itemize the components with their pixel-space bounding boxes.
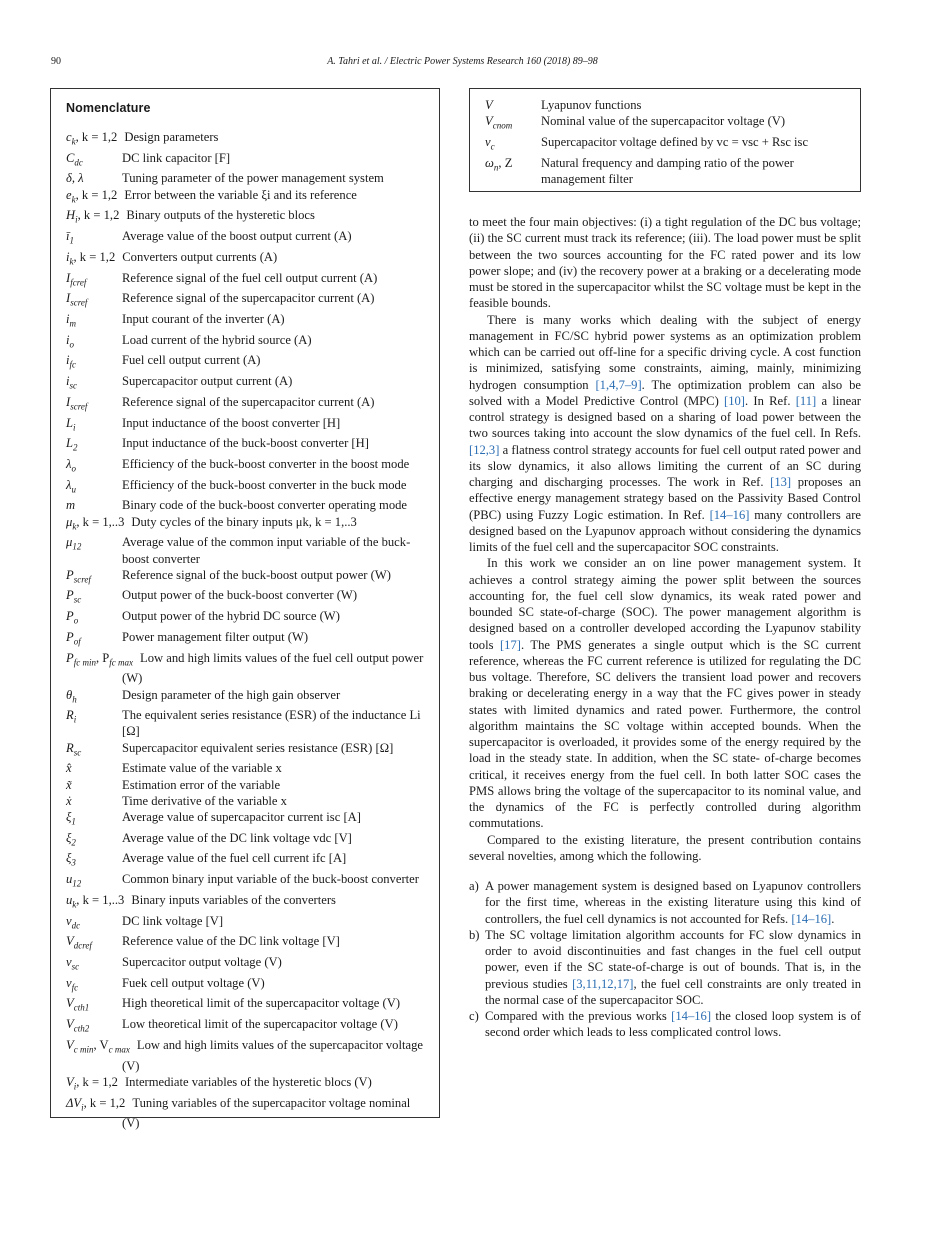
nomenclature-definition: Common binary input variable of the buck-boost converter <box>122 872 419 887</box>
nomenclature-entry <box>66 740 425 761</box>
paragraph-text: . The PMS generates a single output which is the SC current reference, whereas the FC current reference is utilized for regulating the DC bus voltage. Therefore, SC delivers the transient load power and recovers braking or decelerating energy in a way that the FC gives power in steady states with limited dynamics and rated power. Furthermore, the control algorithm maintains the SC voltage within accepted bounds. When the supercapacitor is overloaded, it provides some of the energy required by the load in the steady state. In addition, when the SC state- of-charge becomes critical, it receives energy from the fuel cell. In both latter SOC cases the PMS allows bring the voltage of the supercapacitor to its nominal value, and the dynamics of the FC is perfectly controlled during algorithm commutations. <box>469 637 861 831</box>
nomenclature-definition: Reference value of the DC link voltage [V] <box>122 934 340 949</box>
citation-link[interactable]: [17] <box>499 637 521 652</box>
nomenclature-definition: Low and high limits values of the supercapacitor voltage (V) <box>122 1037 423 1073</box>
nomenclature-symbol: m <box>66 498 76 513</box>
nomenclature-entry <box>66 332 425 353</box>
citation-link[interactable]: [14–16] <box>791 911 832 926</box>
running-title: A. Tahri et al. / Electric Power Systems Research 160 (2018) 89–98 <box>327 56 598 67</box>
nomenclature-definition: Tuning parameter of the power management system <box>122 171 384 186</box>
nomenclature-symbol: $V_{cnom}$ <box>485 114 513 131</box>
nomenclature-entry <box>66 249 425 270</box>
nomenclature-symbol: $R_i$ <box>66 708 77 725</box>
list-item-text: The SC voltage limitation algorithm accounts for FC slow dynamics in order to avoid discontinuities and fast changes in the fuel cell output power, even if the SC state-of-charge is out of bounds. That is, in the previous studies [3,11,12,17], the fuel cell constraints are only treated in the normal case of the supercapacitor SOC. <box>485 927 861 1007</box>
nomenclature-definition: Reference signal of the supercapacitor current (A) <box>122 394 375 409</box>
nomenclature-symbol: ẋ <box>66 793 72 808</box>
citation-link[interactable]: [1,4,7–9] <box>595 377 642 392</box>
nomenclature-symbol: $P_{fc min}$, $P_{fc max}$ <box>66 650 134 668</box>
nomenclature-entry <box>66 435 425 456</box>
nomenclature-entry <box>66 933 425 954</box>
nomenclature-definition: Average value of the boost output current (A) <box>122 229 352 244</box>
citation-link[interactable]: [13] <box>770 475 792 489</box>
nomenclature-definition: Fuel cell output current (A) <box>122 353 261 368</box>
nomenclature-symbol: $V_{cth2}$ <box>66 1017 90 1034</box>
nomenclature-definition: Reference signal of the buck-boost output power (W) <box>122 567 391 582</box>
nomenclature-symbol: $\xi_2$ <box>66 830 76 848</box>
nomenclature-entry <box>66 394 425 415</box>
nomenclature-symbol: $\xi_1$ <box>66 810 76 827</box>
nomenclature-entry <box>66 311 425 332</box>
nomenclature-entry <box>485 155 850 187</box>
nomenclature-definition: Power management filter output (W) <box>122 629 309 644</box>
paragraph-text: to meet the four main objectives: (i) a tight regulation of the DC bus voltage; (ii) the SC current must track its reference; (iii). The load power must be split between the two sources accounting for the FC rated power and its low power slope; and (iv) the recovery power at a braking or a decelerating mode must be stored in the supercapacitor whilst the SC voltage must be kept in the feasible bounds. <box>469 215 861 311</box>
nomenclature-symbol: $P_{sc}$ <box>66 588 82 605</box>
nomenclature-entry <box>66 290 425 311</box>
nomenclature-definition: Load current of the hybrid source (A) <box>122 332 312 347</box>
nomenclature-box <box>50 88 440 1131</box>
nomenclature-definition: Time derivative of the variable x <box>122 793 287 808</box>
nomenclature-definition: The equivalent series resistance (ESR) of the inductance Li [Ω] <box>122 708 421 739</box>
nomenclature-symbol: $C_{dc}$ <box>66 150 83 168</box>
nomenclature-definition: Input inductance of the buck-boost converter [H] <box>122 436 369 451</box>
nomenclature-definition: Reference signal of the fuel cell output current (A) <box>122 270 378 285</box>
novelty-list <box>469 878 861 1041</box>
nomenclature-heading: Nomenclature <box>66 101 151 115</box>
nomenclature-symbol: $v_{dc}$ <box>66 913 81 931</box>
list-item-label: b) <box>469 927 480 942</box>
paragraph <box>469 555 861 831</box>
nomenclature-entry <box>66 270 425 291</box>
nomenclature-definition: Average value of supercapacitor current isc [A] <box>122 810 361 824</box>
paragraph-text: proposes an effective energy management strategy based on the Passivity Based Control (PBC) using Fuzzy Logic estimation. In Ref. <box>469 475 861 522</box>
nomenclature-symbol: $u_k$, k = 1,..3 <box>66 892 125 910</box>
list-item-text: A power management system is designed based on Lyapunov controllers for the first time, whereas in the existing literature using this kind of controllers, the fuel cell dynamics is not accounted for Refs. [14–16]. <box>485 879 861 926</box>
nomenclature-entry <box>485 97 850 113</box>
nomenclature-symbol: $P_{scref}$ <box>66 567 91 585</box>
list-item <box>469 878 861 927</box>
nomenclature-definition: Binary inputs variables of the converters <box>131 892 336 907</box>
nomenclature-symbol: $i_k$, k = 1,2 <box>66 249 116 267</box>
nomenclature-definition: Average value of the fuel cell current ifc [A] <box>122 851 347 866</box>
nomenclature-definition: Input courant of the inverter (A) <box>122 311 285 326</box>
nomenclature-symbol: $i_{fc}$ <box>66 353 76 370</box>
nomenclature-definition: Average value of the DC link voltage vdc [V] <box>122 830 352 845</box>
nomenclature-entry <box>66 830 425 851</box>
nomenclature-definition: Efficiency of the buck-boost converter in the buck mode <box>122 477 407 492</box>
page-number: 90 <box>51 56 61 67</box>
nomenclature-symbol: $R_{sc}$ <box>66 740 82 758</box>
paragraph-text: There is many works which dealing with the subject of energy management in FC/SC hybrid power systems as an optimization problem which can be carried out off-line for a specific driving cycle. A cost function is minimized, satisfying some constraints, aiming, mainly, minimizing hydrogen consumption <box>469 312 861 392</box>
nomenclature-entry <box>66 150 425 171</box>
nomenclature-symbol: $I_{fcref}$ <box>66 270 87 288</box>
nomenclature-definition: Supercacitor output voltage (V) <box>122 955 282 970</box>
nomenclature-definition: Natural frequency and damping ratio of the power management filter <box>541 155 794 186</box>
nomenclature-entry <box>66 415 425 436</box>
nomenclature-symbol: $\lambda_o$ <box>66 456 76 474</box>
nomenclature-entry <box>66 913 425 934</box>
nomenclature-definition: Low theoretical limit of the supercapacitor voltage (V) <box>122 1017 398 1032</box>
nomenclature-symbol: $\mu_k$, k = 1,..3 <box>66 514 125 532</box>
nomenclature-definition: Binary code of the buck-boost converter operating mode <box>122 498 408 513</box>
nomenclature-definition: Tuning variables of the supercapacitor voltage nominal (V) <box>122 1095 411 1131</box>
nomenclature-symbol: $V_i$, k = 1,2 <box>66 1074 118 1092</box>
nomenclature-symbol: $V_{c min}$, $V_{c max}$ <box>66 1037 130 1055</box>
nomenclature-symbol: $P_o$ <box>66 609 79 626</box>
nomenclature-definition: Estimation error of the variable <box>122 777 281 792</box>
nomenclature-symbol: x̂ <box>66 761 72 776</box>
nomenclature-entry <box>66 477 425 498</box>
citation-link[interactable]: [14–16] <box>709 507 750 522</box>
nomenclature-entry <box>66 871 425 892</box>
nomenclature-continued-list <box>485 97 850 187</box>
paragraph <box>469 832 861 865</box>
nomenclature-entry <box>66 1074 425 1095</box>
nomenclature-entry <box>66 650 425 687</box>
nomenclature-entry <box>66 629 425 650</box>
list-item-text: Compared with the previous works [14–16] the closed loop system is of second order which leads to less complicated control lows. <box>485 1009 861 1040</box>
nomenclature-entry <box>66 1095 425 1132</box>
nomenclature-symbol: $v_{sc}$ <box>66 955 80 972</box>
nomenclature-definition: Estimate value of the variable x <box>122 761 282 776</box>
nomenclature-entry <box>66 975 425 996</box>
nomenclature-definition: Average value of the common input variable of the buck-boost converter <box>122 535 411 566</box>
nomenclature-entry <box>66 793 425 809</box>
nomenclature-definition: Reference signal of the supercapacitor current (A) <box>122 291 375 306</box>
nomenclature-entry <box>66 129 425 150</box>
nomenclature-entry <box>66 534 425 566</box>
paragraph <box>469 312 861 556</box>
nomenclature-definition: Error between the variable ξi and its reference <box>124 187 357 202</box>
paragraph-text: In this work we consider an on line power management system. It achieves a control strategy aiming the power split between the sources accounting for, the fuel cell slow dynamics, its weak rated power and bounded SC state-of-charge (SOC). The power management algorithm is designed based on a controller developed according the Lyapunov stability tools <box>469 556 861 652</box>
nomenclature-symbol: $H_i$, k = 1,2 <box>66 208 120 225</box>
nomenclature-continued-box <box>469 88 861 192</box>
citation-link[interactable]: [14–16] <box>671 1009 712 1023</box>
nomenclature-entry <box>66 373 425 394</box>
citation-link[interactable]: [12,3] <box>469 442 500 457</box>
paragraph-text: a linear control strategy is designed based on a sharing of load power between the two sources taking into account the slow dynamics of the fuel cell. In Refs. <box>469 393 861 441</box>
nomenclature-definition: Input inductance of the boost converter [H] <box>122 415 341 430</box>
nomenclature-symbol: $I_{scref}$ <box>66 291 88 308</box>
citation-link[interactable]: [3,11,12,17] <box>572 976 634 991</box>
nomenclature-symbol: $V_{dcref}$ <box>66 934 92 951</box>
paragraph-text: many controllers are designed based on the Lyapunov approach without considering the dynamics limits of the fuel cell and the supercapacitor SOC constraints. <box>469 507 861 554</box>
nomenclature-symbol: $v_c$ <box>485 134 495 152</box>
nomenclature-symbol: $\lambda_u$ <box>66 477 76 495</box>
nomenclature-definition: DC link voltage [V] <box>122 913 224 928</box>
nomenclature-definition: Binary outputs of the hysteretic blocs <box>126 208 315 223</box>
paragraph-text: a flatness control strategy accounts for fuel cell output rated power and its slow dynamics, it also allows limiting the current of an SC during charging and discharging processes. The work in Ref. <box>469 442 861 489</box>
nomenclature-definition: Output power of the hybrid DC source (W) <box>122 609 340 624</box>
nomenclature-definition: Converters output currents (A) <box>122 249 278 264</box>
nomenclature-entry <box>66 567 425 588</box>
nomenclature-symbol: $i_{sc}$ <box>66 374 77 391</box>
citation-link[interactable]: [11] <box>795 393 817 408</box>
nomenclature-symbol: $i_m$ <box>66 311 76 329</box>
nomenclature-entry <box>66 456 425 477</box>
nomenclature-entry <box>66 850 425 871</box>
nomenclature-symbol: $\mu_{12}$ <box>66 535 82 552</box>
nomenclature-symbol: $ī_1$ <box>66 229 74 246</box>
list-item-label: c) <box>469 1009 479 1023</box>
nomenclature-definition: Supercapacitor output current (A) <box>122 374 293 389</box>
nomenclature-symbol: $I_{scref}$ <box>66 394 88 412</box>
nomenclature-entry <box>66 170 425 186</box>
nomenclature-symbol: $e_k$, k = 1,2 <box>66 187 118 205</box>
nomenclature-entry <box>66 760 425 776</box>
nomenclature-entry <box>66 497 425 513</box>
nomenclature-symbol: $V_{cth1}$ <box>66 996 90 1013</box>
nomenclature-symbol: V <box>485 98 493 112</box>
nomenclature-symbol: $P_{of}$ <box>66 629 81 647</box>
nomenclature-entry <box>66 687 425 708</box>
nomenclature-entry <box>485 134 850 155</box>
nomenclature-definition: Fuek cell output voltage (V) <box>122 975 265 990</box>
nomenclature-symbol: $\xi_3$ <box>66 851 76 868</box>
nomenclature-symbol: $\omega_n$, Z <box>485 155 513 173</box>
paragraph-text: . The optimization problem can also be solved with a Model Predictive Control (MPC) <box>469 377 861 408</box>
list-item <box>469 1008 861 1041</box>
list-item-label: a) <box>469 879 479 893</box>
nomenclature-symbol: $\Delta V_i$, k = 1,2 <box>66 1095 126 1113</box>
nomenclature-symbol: x̃ <box>66 777 72 792</box>
nomenclature-entry <box>66 587 425 608</box>
nomenclature-entry <box>66 207 425 228</box>
nomenclature-definition: Supercapacitor equivalent series resistance (ESR) [Ω] <box>122 740 394 755</box>
nomenclature-entry <box>66 187 425 208</box>
nomenclature-entry <box>66 228 425 249</box>
nomenclature-entry <box>66 1037 425 1074</box>
nomenclature-definition: High theoretical limit of the supercapacitor voltage (V) <box>122 996 401 1011</box>
nomenclature-symbol: $\theta_h$ <box>66 687 77 705</box>
nomenclature-definition: Duty cycles of the binary inputs μk, k = 1,..3 <box>131 514 357 529</box>
nomenclature-entry <box>66 954 425 975</box>
nomenclature-symbol: $L_2$ <box>66 436 78 453</box>
citation-link[interactable]: [10] <box>724 393 745 408</box>
page-header <box>0 56 925 72</box>
nomenclature-definition: Supercapacitor voltage defined by vc = vsc + Rsc isc <box>541 134 809 149</box>
nomenclature-entry <box>66 809 425 830</box>
nomenclature-entry <box>66 995 425 1016</box>
nomenclature-definition: Design parameters <box>124 130 219 144</box>
nomenclature-symbol: $u_{12}$ <box>66 872 82 889</box>
nomenclature-definition: Design parameter of the high gain observer <box>122 687 341 702</box>
nomenclature-entry <box>66 1016 425 1037</box>
nomenclature-definition: Nominal value of the supercapacitor voltage (V) <box>541 114 786 129</box>
nomenclature-entry <box>66 608 425 629</box>
list-item <box>469 927 861 1008</box>
nomenclature-symbol: $v_{fc}$ <box>66 975 79 993</box>
nomenclature-definition: Low and high limits values of the fuel cell output power (W) <box>122 650 424 686</box>
nomenclature-definition: Output power of the buck-boost converter (W) <box>122 588 358 603</box>
nomenclature-symbol: $i_o$ <box>66 332 74 350</box>
nomenclature-list <box>66 129 425 1131</box>
nomenclature-entry <box>66 514 425 535</box>
nomenclature-entry <box>485 113 850 134</box>
nomenclature-symbol: $c_k$, k = 1,2 <box>66 130 118 147</box>
nomenclature-symbol: $L_i$ <box>66 415 76 433</box>
nomenclature-symbol: δ, λ <box>66 171 84 186</box>
nomenclature-definition: Intermediate variables of the hysteretic blocs (V) <box>124 1074 372 1089</box>
body-text <box>469 214 861 1041</box>
nomenclature-definition: DC link capacitor [F] <box>122 150 231 165</box>
nomenclature-entry <box>66 892 425 913</box>
nomenclature-entry <box>66 352 425 373</box>
paragraph <box>469 214 861 312</box>
nomenclature-definition: Efficiency of the buck-boost converter in the boost mode <box>122 456 410 471</box>
nomenclature-definition: Lyapunov functions <box>541 98 642 112</box>
paragraph-text: Compared to the existing literature, the present contribution contains several novelties, among which the following. <box>469 832 861 863</box>
nomenclature-entry <box>66 777 425 793</box>
nomenclature-entry <box>66 707 425 739</box>
paragraph-text: . In Ref. <box>745 393 796 408</box>
